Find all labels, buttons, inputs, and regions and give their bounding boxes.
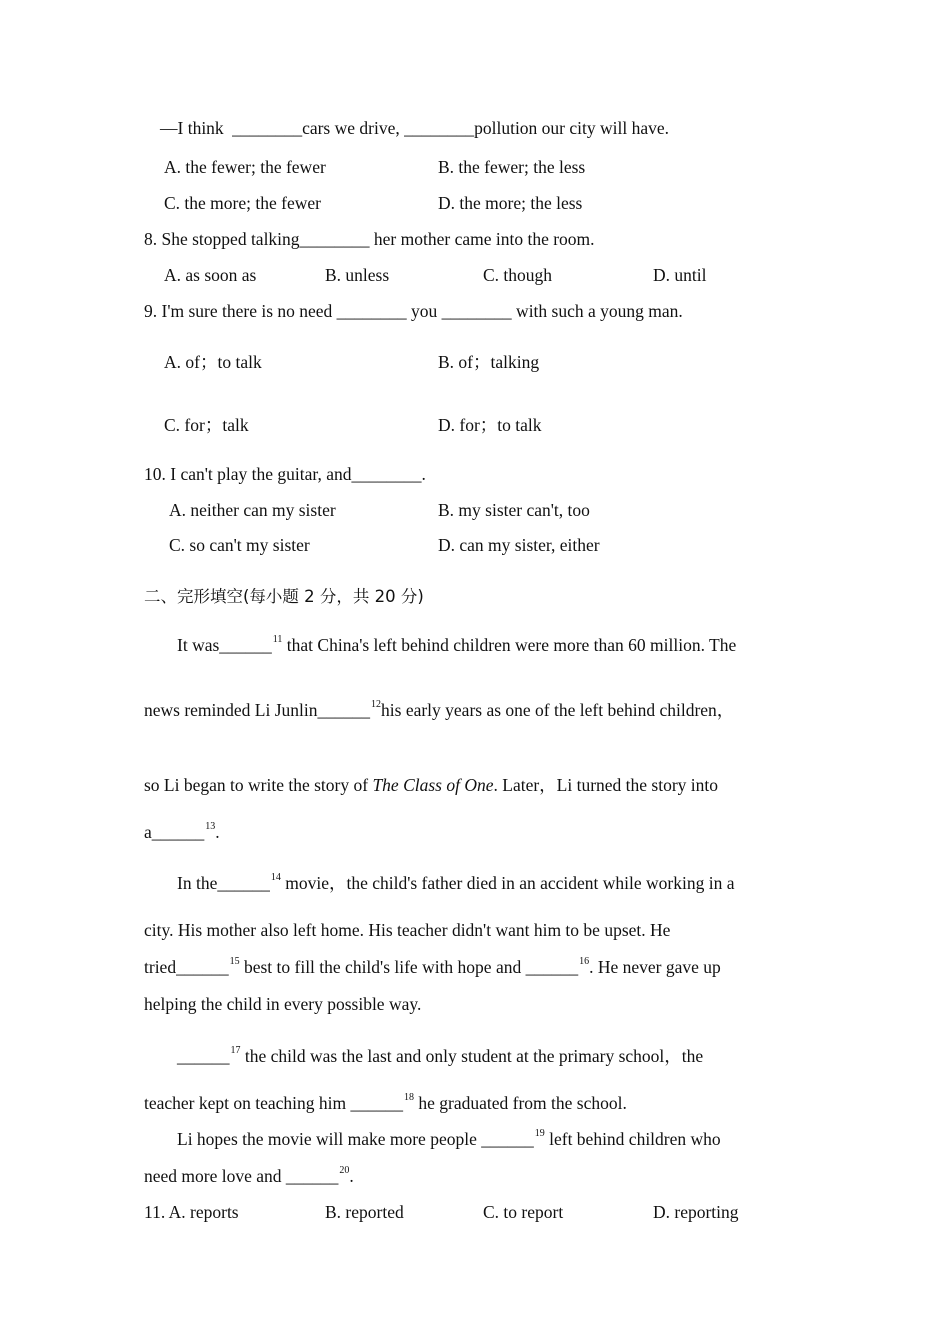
blank-number: 17 (230, 1045, 241, 1056)
passage-line: a______$^{13}$. (144, 821, 220, 842)
blank-number: 15 (229, 956, 240, 967)
q7-option-d: D. the more; the less (438, 193, 583, 213)
q11-option-d: D. reporting (653, 1202, 739, 1222)
q8-option-a: A. as soon as (164, 265, 257, 285)
q7-option-c: C. the more; the fewer (164, 193, 321, 213)
passage-line: In the______$^{14}$ movie，the child's father died in an accident while working in a (177, 872, 735, 893)
q9-option-a: A. of；to talk (164, 352, 262, 372)
q11-option-c: C. to report (483, 1202, 564, 1222)
blank-number: 20 (339, 1165, 350, 1176)
q7-option-b: B. the fewer; the less (438, 157, 586, 177)
passage-line: tried______$^{15}$ best to fill the child's life with hope and ______$^{16}$. He never gave up (144, 956, 721, 977)
blank-number: 16 (579, 956, 590, 967)
q9-stem: 9. I'm sure there is no need ________ you ________ with such a young man. (144, 301, 683, 321)
q11-option-b: B. reported (325, 1202, 404, 1222)
blank-number: 13 (205, 821, 216, 832)
blank-number: 11 (272, 634, 283, 645)
passage-line: Li hopes the movie will make more people ______$^{19}$ left behind children who (177, 1128, 721, 1149)
passage-line: so Li began to write the story of The Class of One. Later，Li turned the story into (144, 775, 719, 795)
q10-stem: 10. I can't play the guitar, and________. (144, 464, 426, 484)
q8-stem: 8. She stopped talking________ her mother came into the room. (144, 229, 595, 249)
q7-option-a: A. the fewer; the fewer (164, 157, 326, 177)
q8-option-b: B. unless (325, 265, 390, 285)
passage-line: news reminded Li Junlin______$^{12}$his early years as one of the left behind children， (144, 699, 735, 720)
section-heading: 二、完形填空(每小题 2 分，共 20 分) (144, 587, 424, 606)
movie-title: The Class of One (372, 775, 494, 795)
blank-number: 12 (371, 699, 382, 710)
q8-option-d: D. until (653, 265, 707, 285)
q8-option-c: C. though (483, 265, 553, 285)
blank-number: 14 (270, 872, 281, 883)
q7-stem: —I think ________cars we drive, ________pollution our city will have. (160, 118, 670, 138)
q9-option-c: C. for；talk (164, 415, 249, 435)
q9-option-d: D. for；to talk (438, 415, 542, 435)
blank-number: 18 (404, 1092, 415, 1103)
q10-option-b: B. my sister can't, too (438, 500, 590, 520)
q9-option-b: B. of；talking (438, 352, 540, 372)
q10-option-c: C. so can't my sister (169, 535, 310, 555)
passage-line: It was______$^{11}$ that China's left behind children were more than 60 million. The (177, 634, 737, 655)
blank-number: 19 (534, 1128, 545, 1139)
q10-option-d: D. can my sister, either (438, 535, 600, 555)
q10-option-a: A. neither can my sister (169, 500, 336, 520)
q11-option-a: 11. A. reports (144, 1202, 239, 1222)
passage-line: need more love and ______$^{20}$. (144, 1165, 354, 1186)
passage-line: city. His mother also left home. His teacher didn't want him to be upset. He (144, 920, 671, 940)
passage-line: teacher kept on teaching him ______$^{18}$ he graduated from the school. (144, 1092, 627, 1113)
passage-line: ______$^{17}$ the child was the last and only student at the primary school，the (177, 1045, 704, 1066)
passage-line: helping the child in every possible way. (144, 994, 422, 1014)
